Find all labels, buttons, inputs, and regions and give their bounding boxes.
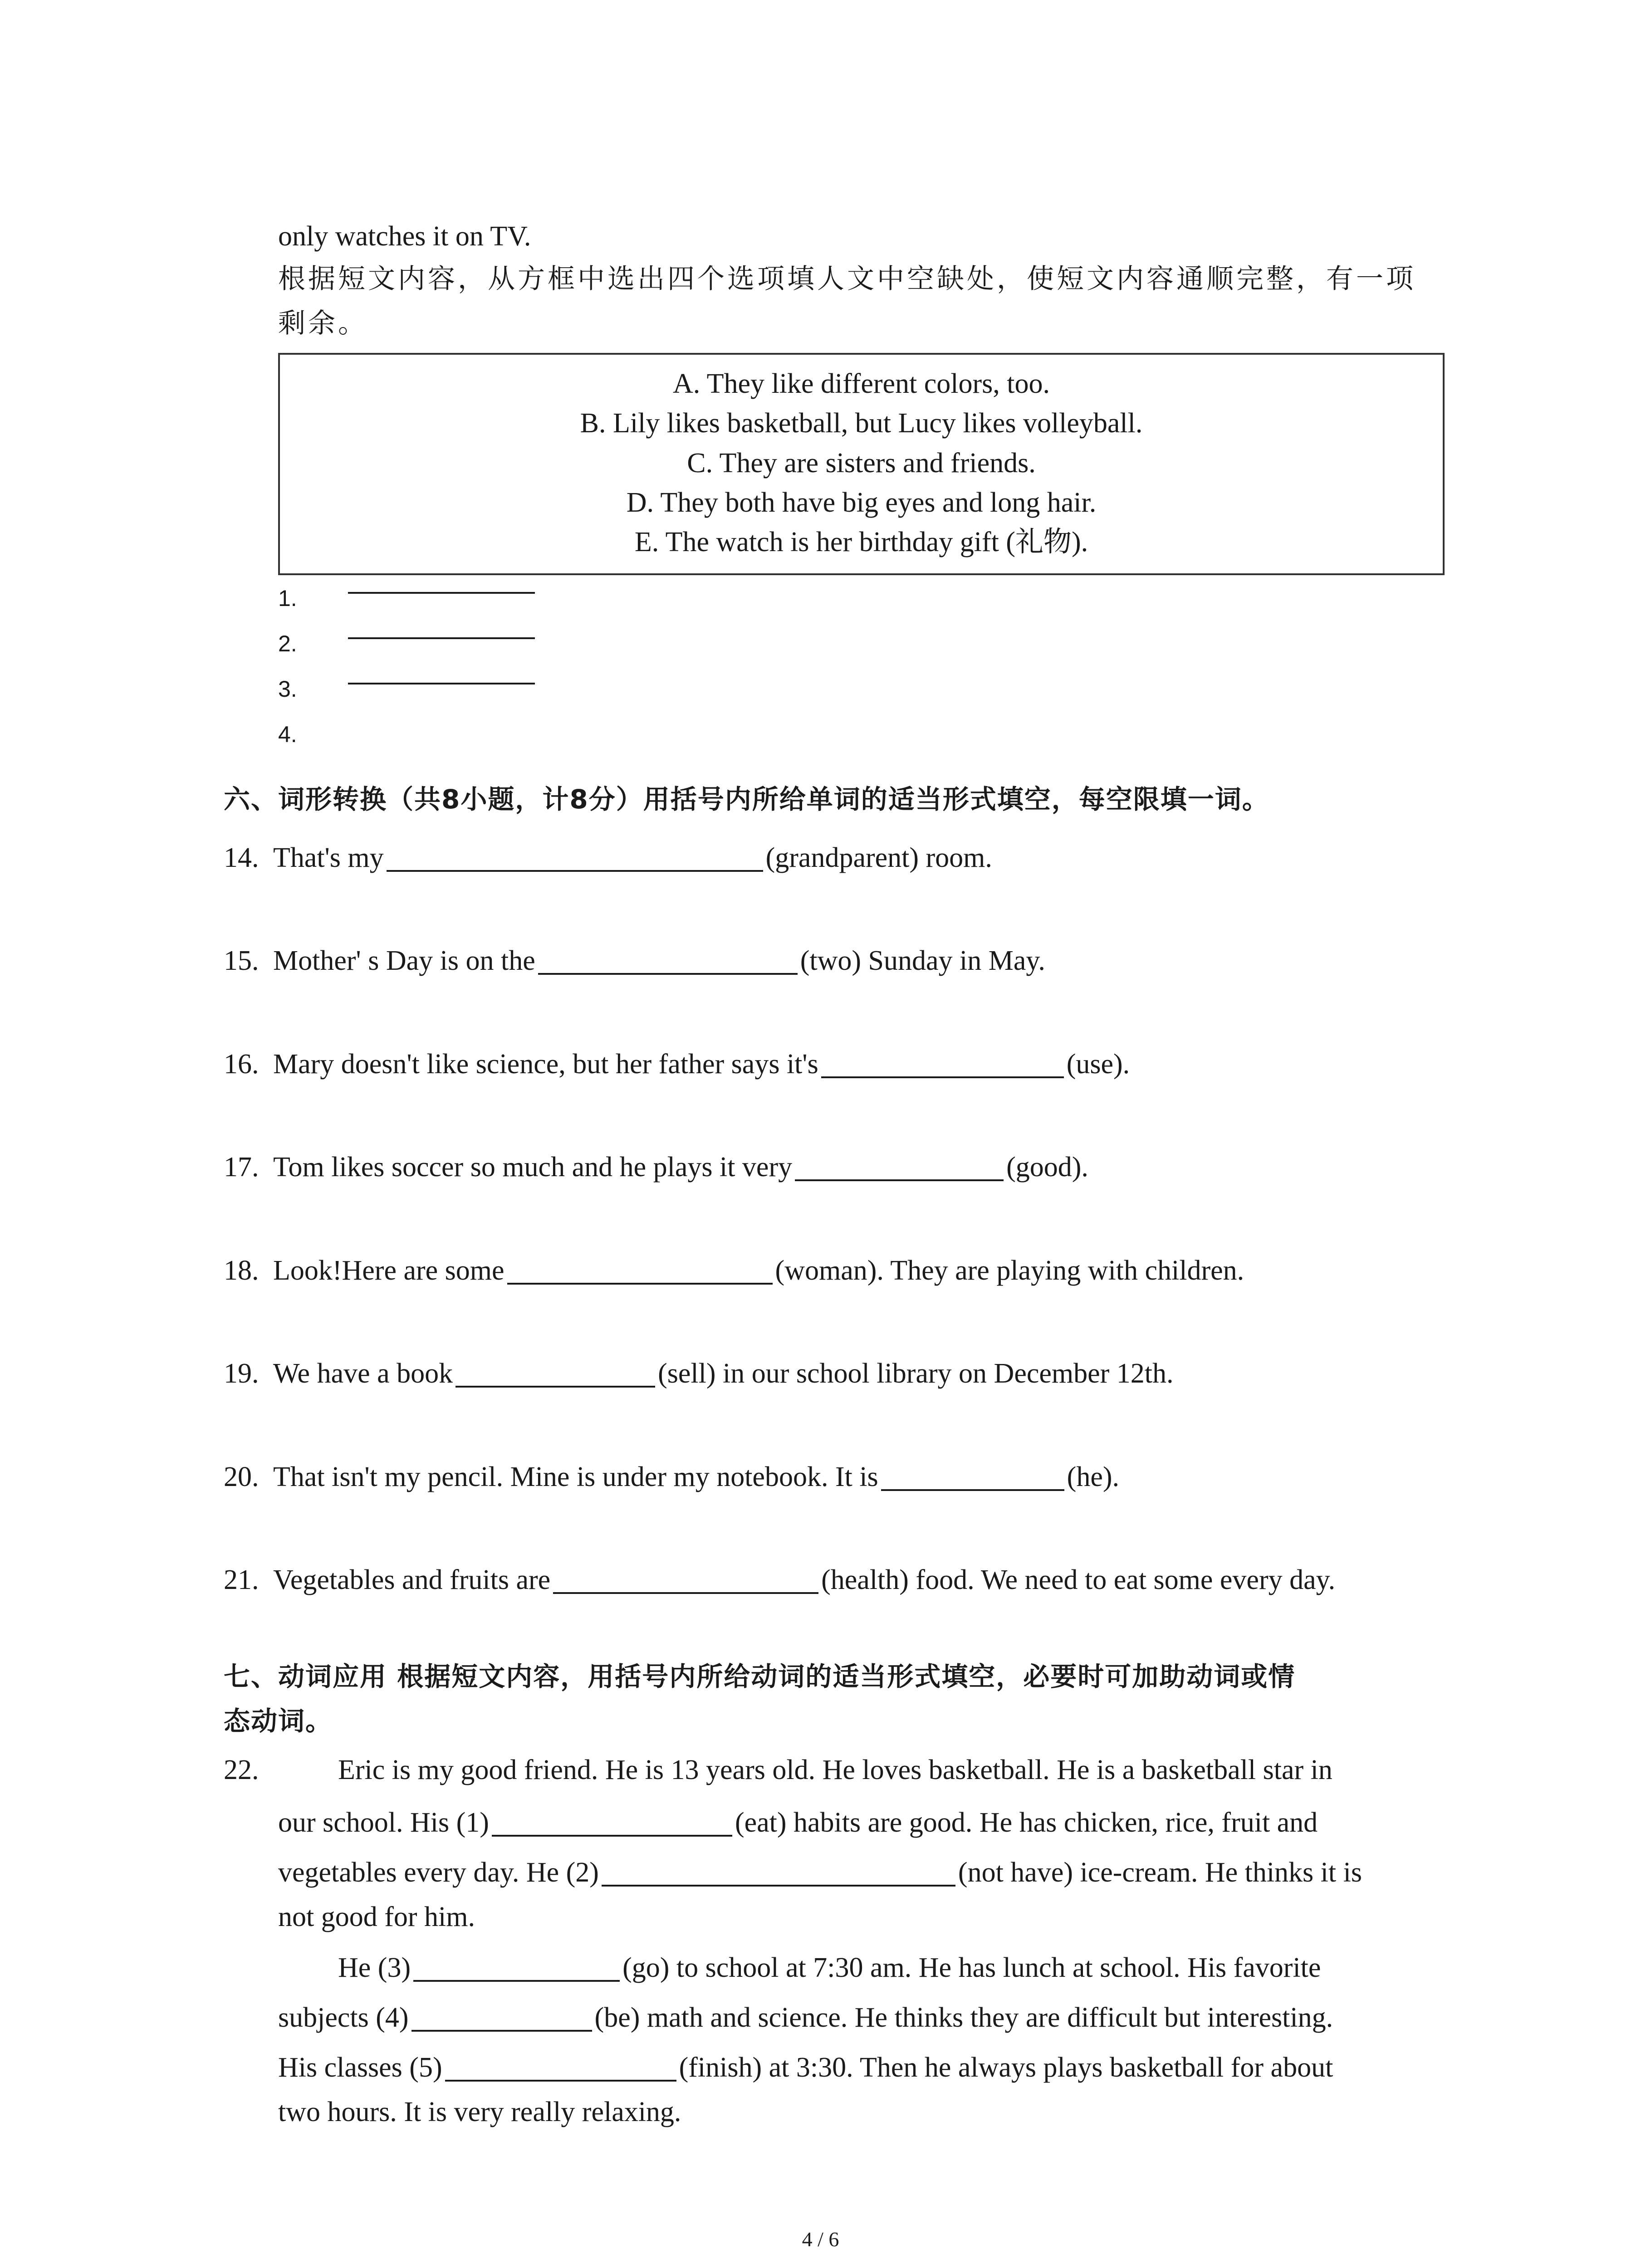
question-number: 14.: [224, 842, 259, 873]
answer-label-2: 2.: [278, 631, 297, 656]
answer-blank[interactable]: [456, 1358, 655, 1388]
instruction-line2: 剩余。: [278, 308, 368, 339]
answer-label-1: 1.: [278, 586, 297, 611]
passage-line: [278, 2052, 1333, 2082]
answer-blank[interactable]: [538, 945, 798, 975]
question-15: [224, 945, 1045, 975]
question-text-after: (use).: [1066, 1049, 1130, 1080]
instruction-line1: 根据短文内容，从方框中选出四个选项填人文中空缺处，使短文内容通顺完整，有一项: [278, 263, 1416, 295]
passage-line: two hours. It is very really relaxing.: [278, 2097, 681, 2127]
question-number: 20.: [224, 1461, 259, 1492]
page-number: 4 / 6: [802, 2228, 839, 2251]
question-text-after: (two) Sunday in May.: [800, 945, 1045, 976]
question-text-before: That's my: [273, 842, 384, 873]
option-b: B. Lily likes basketball, but Lucy likes volleyball.: [580, 408, 1143, 439]
option-e: E. The watch is her birthday gift (礼物).: [634, 527, 1088, 557]
passage-line: [278, 2002, 1333, 2032]
section6-heading: 六、词形转换（共8小题，计8分）用括号内所给单词的适当形式填空，每空限填一词。: [224, 784, 1269, 815]
question-number: 18.: [224, 1255, 259, 1286]
answer-line-2[interactable]: [348, 637, 535, 639]
answer-blank-4[interactable]: [411, 2002, 592, 2032]
option-c: C. They are sisters and friends.: [687, 448, 1036, 479]
question-text-before: Vegetables and fruits are: [273, 1564, 551, 1595]
answer-line-1[interactable]: [348, 592, 535, 594]
answer-blank-2[interactable]: [602, 1857, 955, 1887]
question-text-before: Look!Here are some: [273, 1255, 505, 1286]
answer-line-3[interactable]: [348, 683, 535, 684]
question-14: [224, 842, 992, 872]
question-text-before: We have a book: [273, 1358, 453, 1389]
answer-blank[interactable]: [507, 1255, 773, 1285]
question-number: 21.: [224, 1564, 259, 1595]
option-d: D. They both have big eyes and long hair.: [626, 487, 1097, 518]
question-text-after: (grandparent) room.: [765, 842, 992, 873]
passage-text: (go) to school at 7:30 am. He has lunch at school. His favorite: [622, 1952, 1321, 1983]
passage-text: (finish) at 3:30. Then he always plays basketball for about: [679, 2052, 1333, 2083]
answer-blank-5[interactable]: [445, 2052, 676, 2082]
question-16: [224, 1048, 1130, 1078]
answer-blank[interactable]: [795, 1151, 1004, 1181]
answer-blank[interactable]: [387, 842, 763, 872]
question-text-after: (health) food. We need to eat some every day.: [821, 1564, 1336, 1595]
passage-continuation: only watches it on TV.: [278, 221, 531, 252]
option-box: [278, 353, 1445, 575]
passage-text: subjects (4): [278, 2002, 409, 2033]
answer-blank[interactable]: [881, 1461, 1064, 1491]
question-22-number: 22.: [224, 1755, 259, 1785]
passage-text: our school. His (1): [278, 1807, 489, 1838]
passage-line: not good for him.: [278, 1901, 475, 1932]
question-text-before: That isn't my pencil. Mine is under my notebook. It is: [273, 1461, 878, 1492]
question-19: [224, 1358, 1173, 1388]
question-number: 17.: [224, 1152, 259, 1183]
answer-label-3: 3.: [278, 676, 297, 702]
section7-heading-line2: 态动词。: [224, 1706, 333, 1736]
section7-heading-line1: 七、动词应用 根据短文内容，用括号内所给动词的适当形式填空，必要时可加助动词或情: [224, 1661, 1296, 1692]
question-text-after: (sell) in our school library on December 12th.: [658, 1358, 1174, 1389]
question-number: 19.: [224, 1358, 259, 1389]
passage-line: Eric is my good friend. He is 13 years old. He loves basketball. He is a basketball star in: [338, 1755, 1332, 1785]
question-text-after: (good).: [1006, 1152, 1088, 1183]
passage-line: [278, 1857, 1362, 1887]
answer-label-4: 4.: [278, 722, 297, 747]
question-number: 16.: [224, 1049, 259, 1080]
answer-blank[interactable]: [821, 1048, 1064, 1078]
answer-blank-1[interactable]: [492, 1807, 732, 1837]
question-text-before: Mother' s Day is on the: [273, 945, 535, 976]
option-a: A. They like different colors, too.: [672, 368, 1050, 399]
question-20: [224, 1461, 1119, 1491]
passage-text: He (3): [338, 1952, 411, 1983]
answer-blank-3[interactable]: [413, 1952, 620, 1982]
question-text-after: (he).: [1067, 1461, 1119, 1492]
question-21: [224, 1564, 1335, 1594]
question-number: 15.: [224, 945, 259, 976]
answer-blank[interactable]: [553, 1564, 818, 1594]
passage-text: (eat) habits are good. He has chicken, rice, fruit and: [735, 1807, 1318, 1838]
passage-text: vegetables every day. He (2): [278, 1857, 599, 1888]
passage-text: (be) math and science. He thinks they are difficult but interesting.: [594, 2002, 1333, 2033]
passage-text: His classes (5): [278, 2052, 442, 2083]
question-17: [224, 1151, 1088, 1181]
question-text-before: Mary doesn't like science, but her father says it's: [273, 1049, 818, 1080]
passage-line: [338, 1952, 1321, 1982]
passage-line: [278, 1807, 1318, 1837]
passage-text: (not have) ice-cream. He thinks it is: [958, 1857, 1362, 1888]
question-text-before: Tom likes soccer so much and he plays it very: [273, 1152, 793, 1183]
question-18: [224, 1255, 1244, 1285]
question-text-after: (woman). They are playing with children.: [775, 1255, 1244, 1286]
